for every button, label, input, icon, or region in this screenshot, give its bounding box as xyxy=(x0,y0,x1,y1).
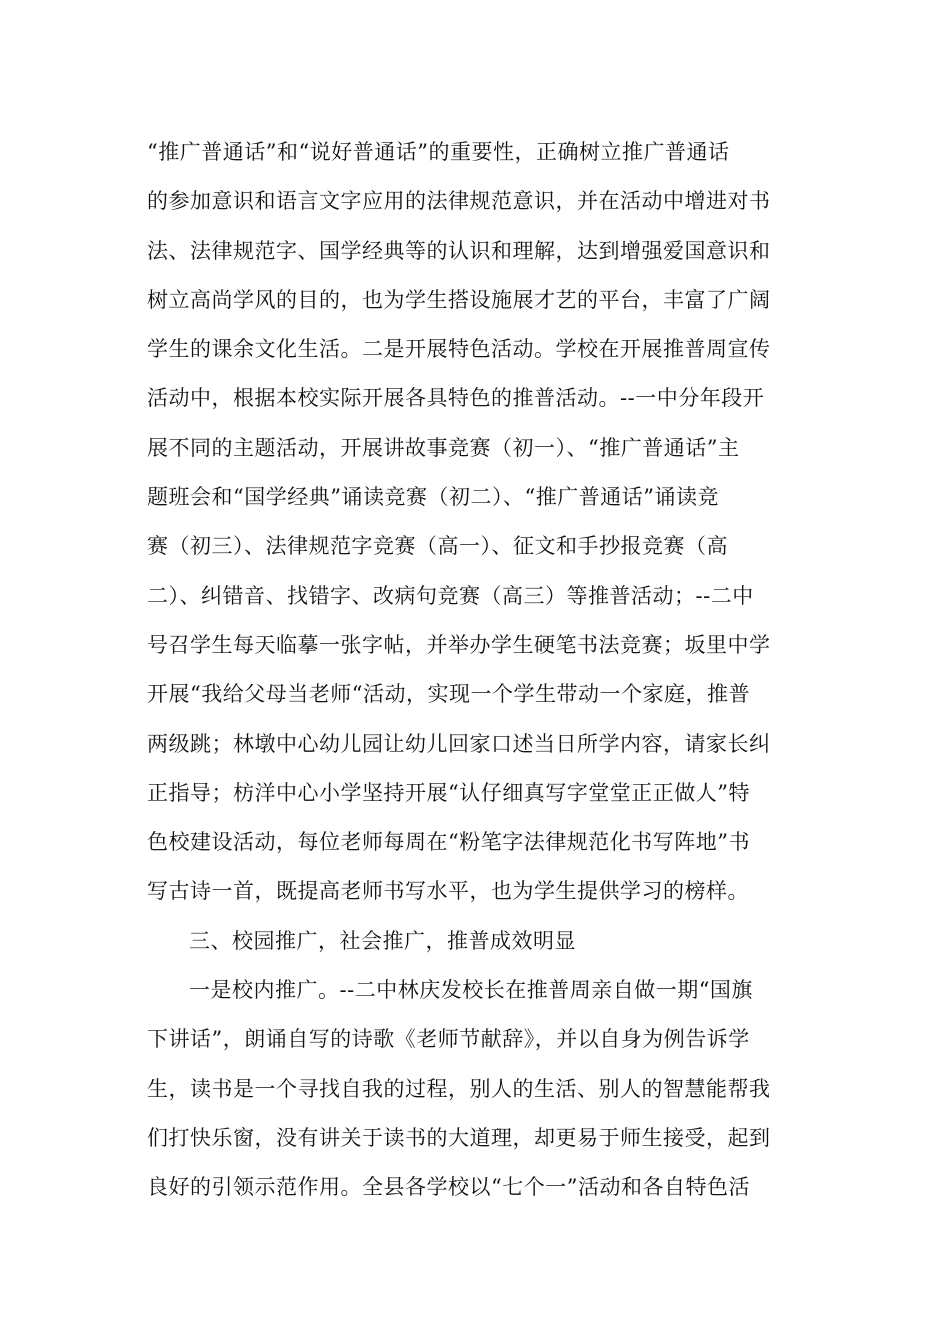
text-line: “推广普通话”和“说好普通话”的重要性，正确树立推广普通话 xyxy=(147,140,730,164)
text-line: 下讲话”，朗诵自写的诗歌《老师节献辞》，并以自身为例告诉学 xyxy=(147,1027,750,1052)
text-line: 两级跳；林墩中心幼儿园让幼儿回家口述当日所学内容，请家长纠 xyxy=(147,731,771,756)
text-line: 们打快乐窗，没有讲关于读书的大道理，却更易于师生接受，起到 xyxy=(147,1125,771,1150)
paragraph-start-line: 一是校内推广。--二中林庆发校长在推普周亲自做一期“国旗 xyxy=(189,978,753,1003)
text-line: 色校建设活动，每位老师每周在“粉笔字法律规范化书写阵地”书 xyxy=(147,830,750,855)
text-line: 生，读书是一个寻找自我的过程，别人的生活、别人的智慧能帮我 xyxy=(147,1076,771,1101)
text-line: 树立高尚学风的目的，也为学生搭设施展才艺的平台，丰富了广阔 xyxy=(147,287,771,312)
text-line: 号召学生每天临摹一张字帖，并举办学生硬笔书法竞赛；坂里中学 xyxy=(147,632,771,657)
text-line: 题班会和“国学经典”诵读竞赛（初二）、“推广普通话”诵读竞 xyxy=(147,485,719,510)
text-line: 学生的课余文化生活。二是开展特色活动。学校在开展推普周宣传 xyxy=(147,337,771,362)
body-text xyxy=(147,128,827,1213)
text-line: 赛（初三）、法律规范字竞赛（高一）、征文和手抄报竞赛（高 xyxy=(147,534,728,559)
text-line: 写古诗一首，既提高老师书写水平，也为学生提供学习的榜样。 xyxy=(147,879,749,904)
text-line: 正指导；枋洋中心小学坚持开展“认仔细真写字堂堂正正做人”特 xyxy=(147,780,750,805)
text-line: 二）、纠错音、找错字、改病句竞赛（高三）等推普活动；--二中 xyxy=(147,583,754,608)
text-line: 活动中，根据本校实际开展各具特色的推普活动。--一中分年段开 xyxy=(147,386,765,411)
text-line: 开展“我给父母当老师“活动，实现一个学生带动一个家庭，推普 xyxy=(147,682,750,707)
text-line: 展不同的主题活动，开展讲故事竞赛（初一）、“推广普通话”主 xyxy=(147,435,740,460)
text-line: 良好的引领示范作用。全县各学校以“七个一”活动和各自特色活 xyxy=(147,1175,750,1200)
text-line: 法、法律规范字、国学经典等的认识和理解，达到增强爱国意识和 xyxy=(147,238,771,263)
section-heading: 三、校园推广，社会推广，推普成效明显 xyxy=(189,928,576,953)
text-line: 的参加意识和语言文字应用的法律规范意识，并在活动中增进对书 xyxy=(147,189,771,214)
